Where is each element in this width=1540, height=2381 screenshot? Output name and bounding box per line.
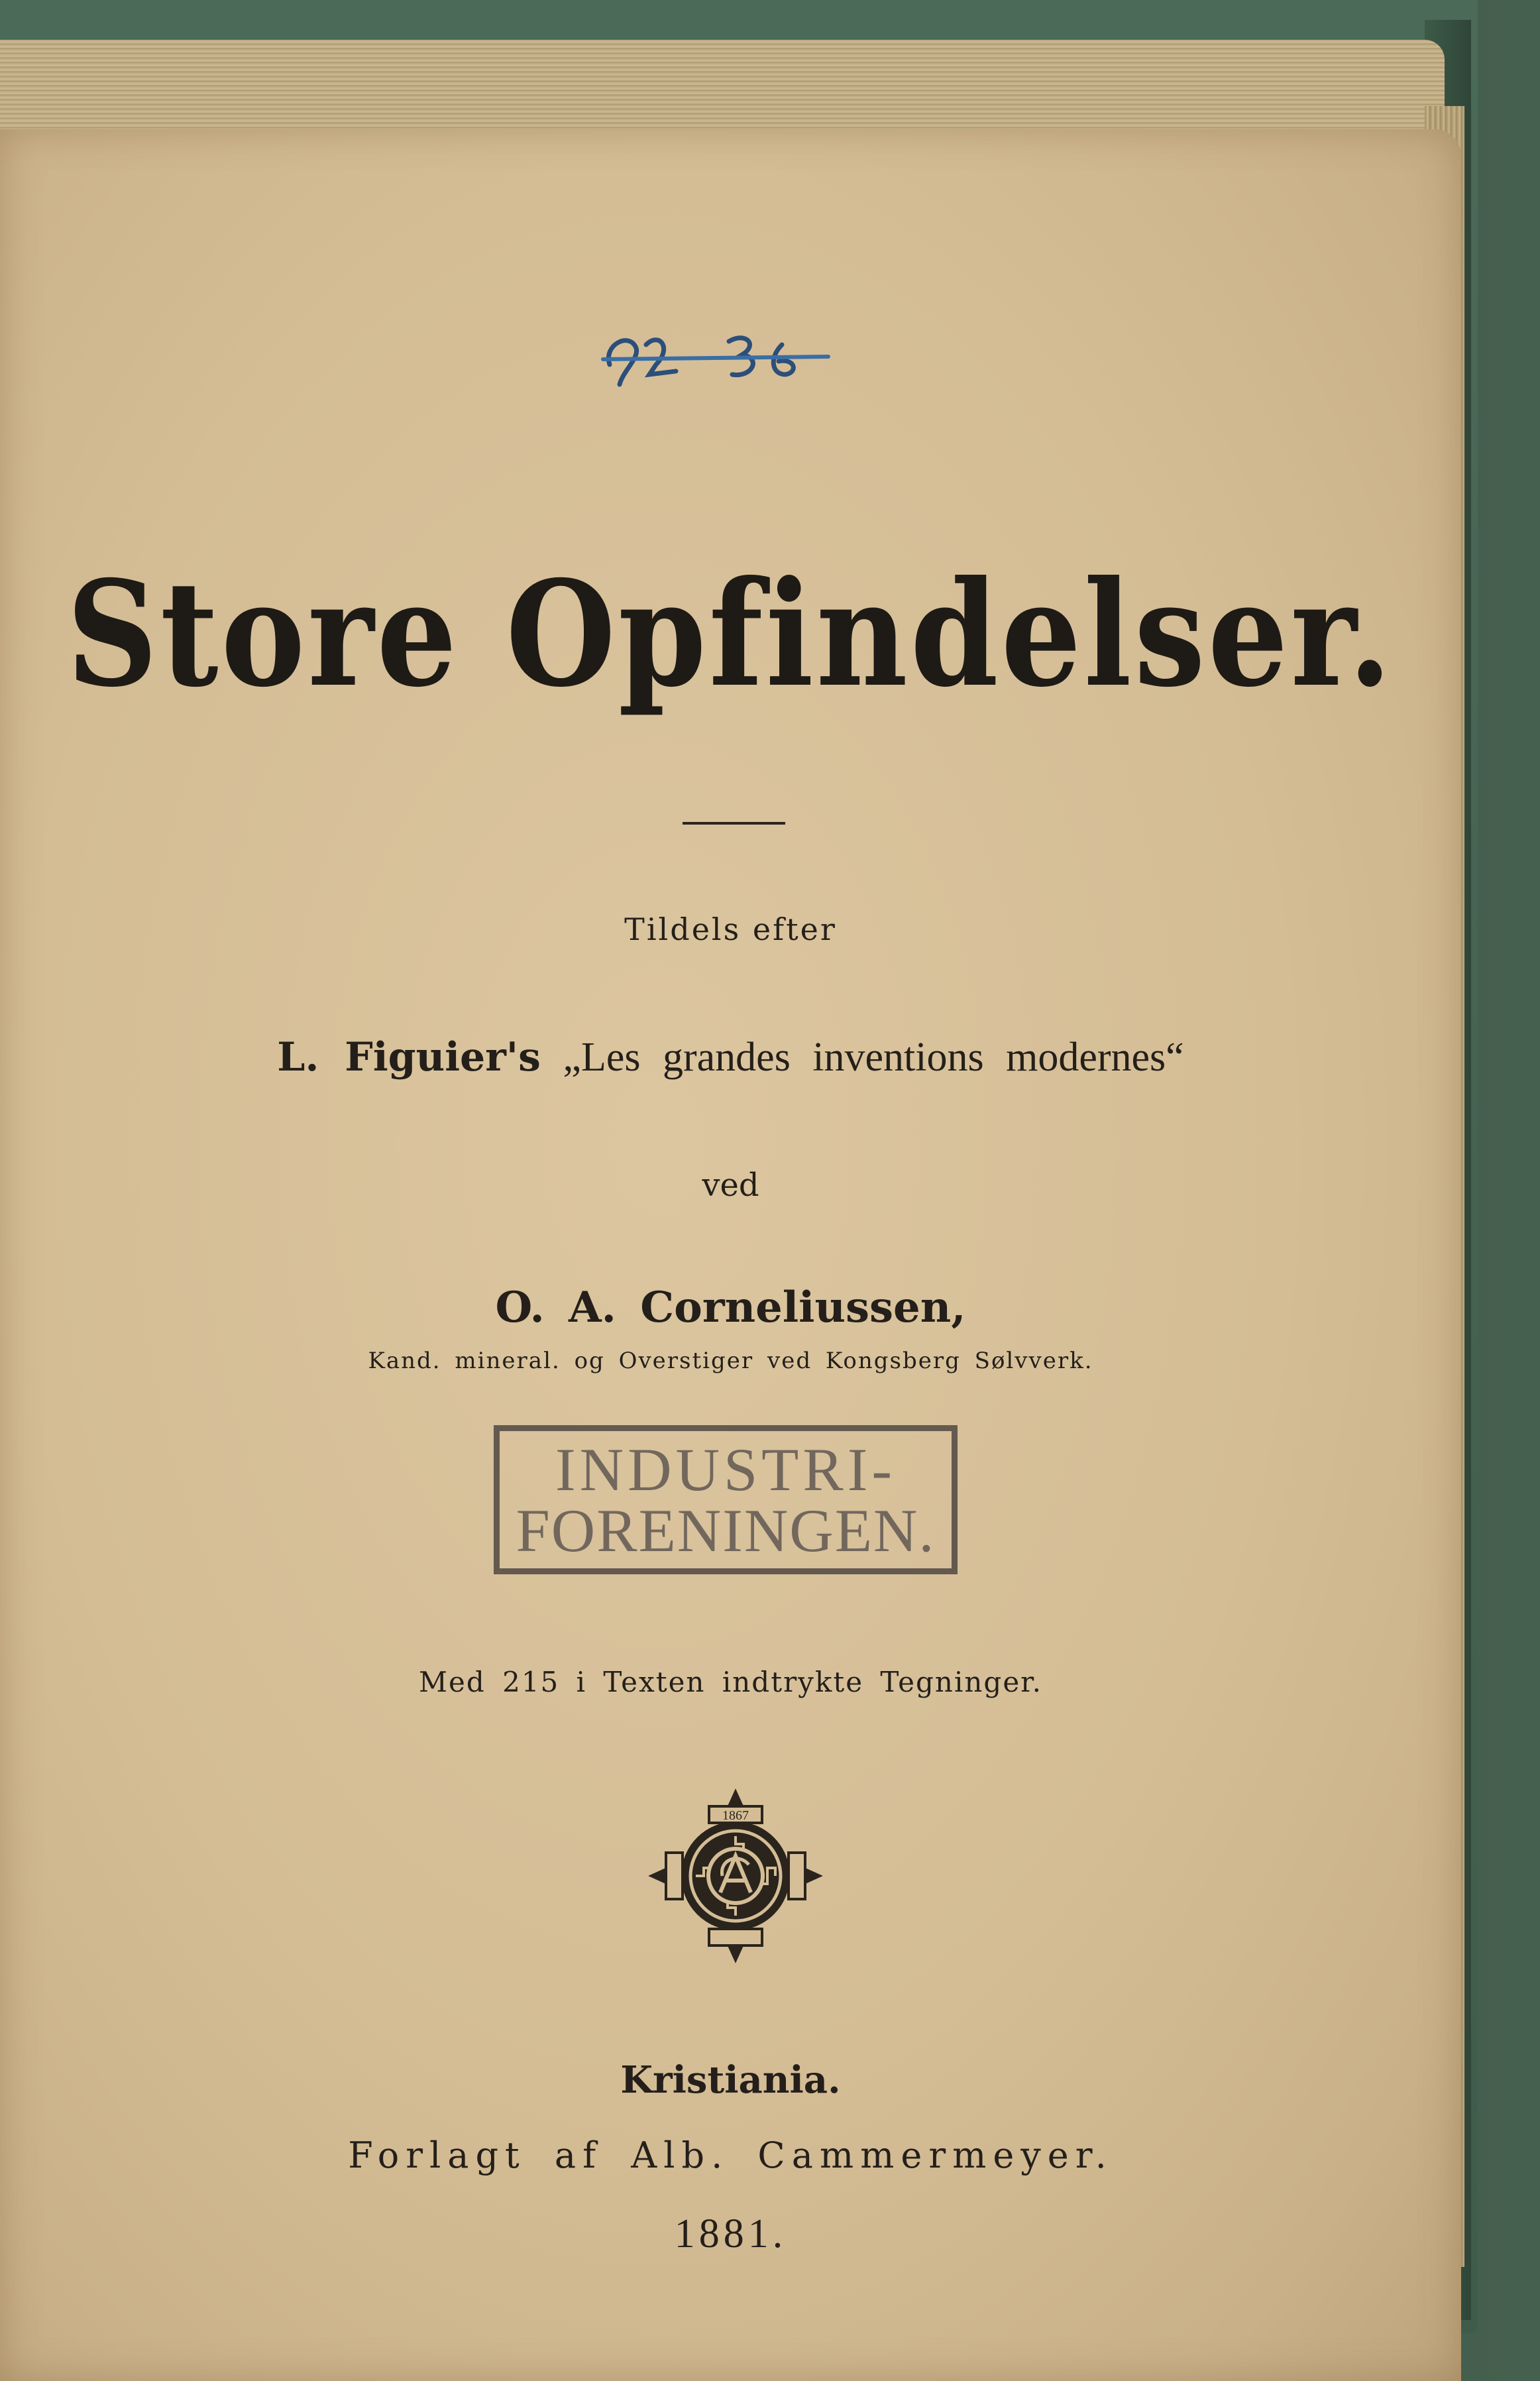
library-stamp xyxy=(494,1425,958,1574)
original-author: L. Figuier's xyxy=(277,1034,541,1080)
publisher-emblem-icon xyxy=(646,1786,825,1965)
stamp-line-1: INDUSTRI- xyxy=(555,1436,896,1503)
publication-year: 1881. xyxy=(674,2211,787,2256)
publication-place: Kristiania. xyxy=(620,2058,841,2102)
shelfmark-handwriting-icon xyxy=(583,318,835,391)
book-title: Store Opfindelser. xyxy=(66,549,1395,719)
illustrations-note: Med 215 i Texten indtrykte Tegninger. xyxy=(419,1666,1042,1698)
subtitle-line-1: Tildels efter xyxy=(624,911,837,947)
title-divider xyxy=(683,822,785,825)
author-credential: Kand. mineral. og Overstiger ved Kongsberg Sølvverk. xyxy=(368,1348,1093,1374)
publisher-line: Forlagt af Alb. Cammermeyer. xyxy=(348,2134,1113,2176)
subtitle-line-2 xyxy=(0,1034,1461,1081)
stamp-line-2: FORENINGEN. xyxy=(516,1497,936,1564)
title-page xyxy=(0,129,1461,2381)
page-stack-top xyxy=(0,40,1445,139)
emblem-year: 1867 xyxy=(722,1808,749,1823)
ved-label: ved xyxy=(702,1167,759,1204)
author-name: O. A. Corneliussen, xyxy=(495,1283,966,1332)
original-work-title: „Les grandes inventions modernes“ xyxy=(563,1035,1184,1080)
handwritten-shelfmark xyxy=(583,318,835,391)
